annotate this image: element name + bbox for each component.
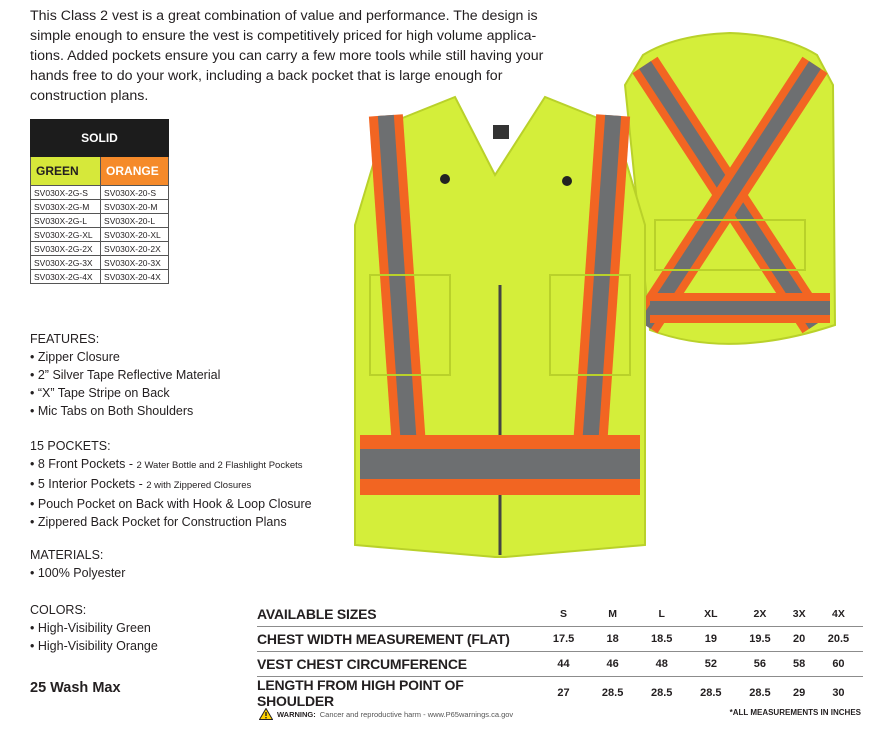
sku-cell: SV030X-2G-S: [31, 186, 101, 200]
materials-heading: MATERIALS:: [30, 548, 104, 562]
measurement-value: 20: [784, 627, 813, 652]
sku-cell: SV030X-20-S: [101, 186, 169, 200]
table-row: [31, 270, 169, 284]
table-row: [257, 652, 863, 677]
sku-column-orange: ORANGE: [101, 157, 169, 186]
warning-text: Cancer and reproductive harm - www.P65warnings.ca.gov: [319, 709, 514, 719]
sku-table: [30, 119, 169, 284]
features-heading: FEATURES:: [30, 332, 100, 346]
list-item: • “X” Tape Stripe on Back: [30, 384, 220, 402]
pocket-main: Pouch Pocket on Back with Hook & Loop Closure: [37, 497, 312, 511]
table-row: [31, 242, 169, 256]
measurement-value: 28.5: [749, 687, 771, 699]
list-item: [30, 455, 312, 475]
pocket-main: 5 Interior Pockets -: [37, 477, 147, 491]
table-row: [31, 256, 169, 270]
sku-cell: SV030X-20-4X: [101, 270, 169, 284]
measurement-label: VEST CHEST CIRCUMFERENCE: [257, 652, 539, 677]
table-row: [31, 200, 169, 214]
colors-section: [30, 601, 158, 655]
features-section: [30, 330, 220, 420]
measurement-value: 58: [784, 652, 813, 677]
measurement-value: 18: [588, 627, 637, 652]
size-label: S: [539, 602, 588, 627]
pocket-detail: 2 Water Bottle and 2 Flashlight Pockets: [136, 460, 303, 471]
measurement-value: 46: [588, 652, 637, 677]
list-item: [30, 475, 312, 495]
size-table: [257, 602, 863, 709]
sku-cell: SV030X-20-XL: [101, 228, 169, 242]
sku-heading: SOLID: [31, 120, 169, 157]
measurement-value: 30: [832, 687, 845, 699]
measurement-value: 17.5: [539, 627, 588, 652]
table-row: [257, 602, 863, 627]
warning-icon: [259, 708, 273, 720]
measurement-value: 52: [686, 652, 735, 677]
measurement-value: 48: [637, 652, 686, 677]
measurement-value: 56: [735, 652, 784, 677]
list-item: • Mic Tabs on Both Shoulders: [30, 402, 220, 420]
table-row: [257, 627, 863, 652]
product-description: This Class 2 vest is a great combination of value and performance. The design is simple enough to ensure the vest is competitively priced for high volume applica-tions. Added pockets ensure you can carry a few more tools while still having your hands free to do your work, including a back pocket that is large enough for construction plans.: [30, 8, 544, 104]
measurement-value: 18.5: [637, 627, 686, 652]
prop65-warning: [259, 708, 513, 720]
measurement-value: 60: [814, 652, 863, 677]
measurement-value: 19: [686, 627, 735, 652]
size-label: 3X: [784, 602, 813, 627]
size-label: L: [637, 602, 686, 627]
sku-cell: SV030X-2G-2X: [31, 242, 101, 256]
sku-cell: SV030X-2G-XL: [31, 228, 101, 242]
pockets-section: [30, 437, 312, 531]
pockets-heading: 15 POCKETS:: [30, 439, 111, 453]
pocket-main: 8 Front Pockets -: [37, 457, 137, 471]
sku-cell: SV030X-2G-4X: [31, 270, 101, 284]
measurement-value: 28.5: [651, 687, 673, 699]
pocket-detail: 2 with Zippered Closures: [146, 480, 252, 491]
list-item: • 2” Silver Tape Reflective Material: [30, 366, 220, 384]
sku-cell: SV030X-2G-L: [31, 214, 101, 228]
measurement-note: *ALL MEASUREMENTS IN INCHES: [729, 708, 861, 717]
list-item: • High-Visibility Orange: [30, 637, 158, 655]
sku-cell: SV030X-2G-3X: [31, 256, 101, 270]
measurement-value: 28.5: [601, 687, 624, 699]
measurement-value: 29: [793, 687, 806, 699]
list-item: [30, 513, 312, 531]
list-item: • Zipper Closure: [30, 348, 220, 366]
materials-section: [30, 546, 125, 582]
table-row: [31, 186, 169, 200]
vest-front-image: [345, 95, 655, 560]
table-row: [31, 214, 169, 228]
table-row: [31, 228, 169, 242]
sku-cell: SV030X-2G-M: [31, 200, 101, 214]
measurement-value: 44: [539, 652, 588, 677]
sku-cell: SV030X-20-L: [101, 214, 169, 228]
sku-cell: SV030X-20-M: [101, 200, 169, 214]
wash-max: 25 Wash Max: [30, 680, 121, 696]
sku-column-green: GREEN: [31, 157, 101, 186]
measurement-label: LENGTH FROM HIGH POINT OF SHOULDER: [257, 677, 464, 709]
measurement-value: 19.5: [735, 627, 784, 652]
measurement-value: 20.5: [814, 627, 863, 652]
list-item: [30, 495, 312, 513]
list-item: • High-Visibility Green: [30, 619, 158, 637]
size-label: 4X: [814, 602, 863, 627]
size-label: XL: [686, 602, 735, 627]
size-label: M: [588, 602, 637, 627]
size-header-label: AVAILABLE SIZES: [257, 602, 539, 627]
size-label: 2X: [735, 602, 784, 627]
table-row: [257, 677, 863, 710]
list-item: • 100% Polyester: [30, 564, 125, 582]
sku-cell: SV030X-20-3X: [101, 256, 169, 270]
pocket-main: Zippered Back Pocket for Construction Plans: [37, 515, 287, 529]
measurement-value: 28.5: [700, 687, 722, 699]
colors-heading: COLORS:: [30, 603, 87, 617]
warning-label: WARNING:: [277, 709, 316, 719]
measurement-label: CHEST WIDTH MEASUREMENT (FLAT): [257, 627, 539, 652]
measurement-value: 27: [557, 687, 570, 699]
sku-cell: SV030X-20-2X: [101, 242, 169, 256]
